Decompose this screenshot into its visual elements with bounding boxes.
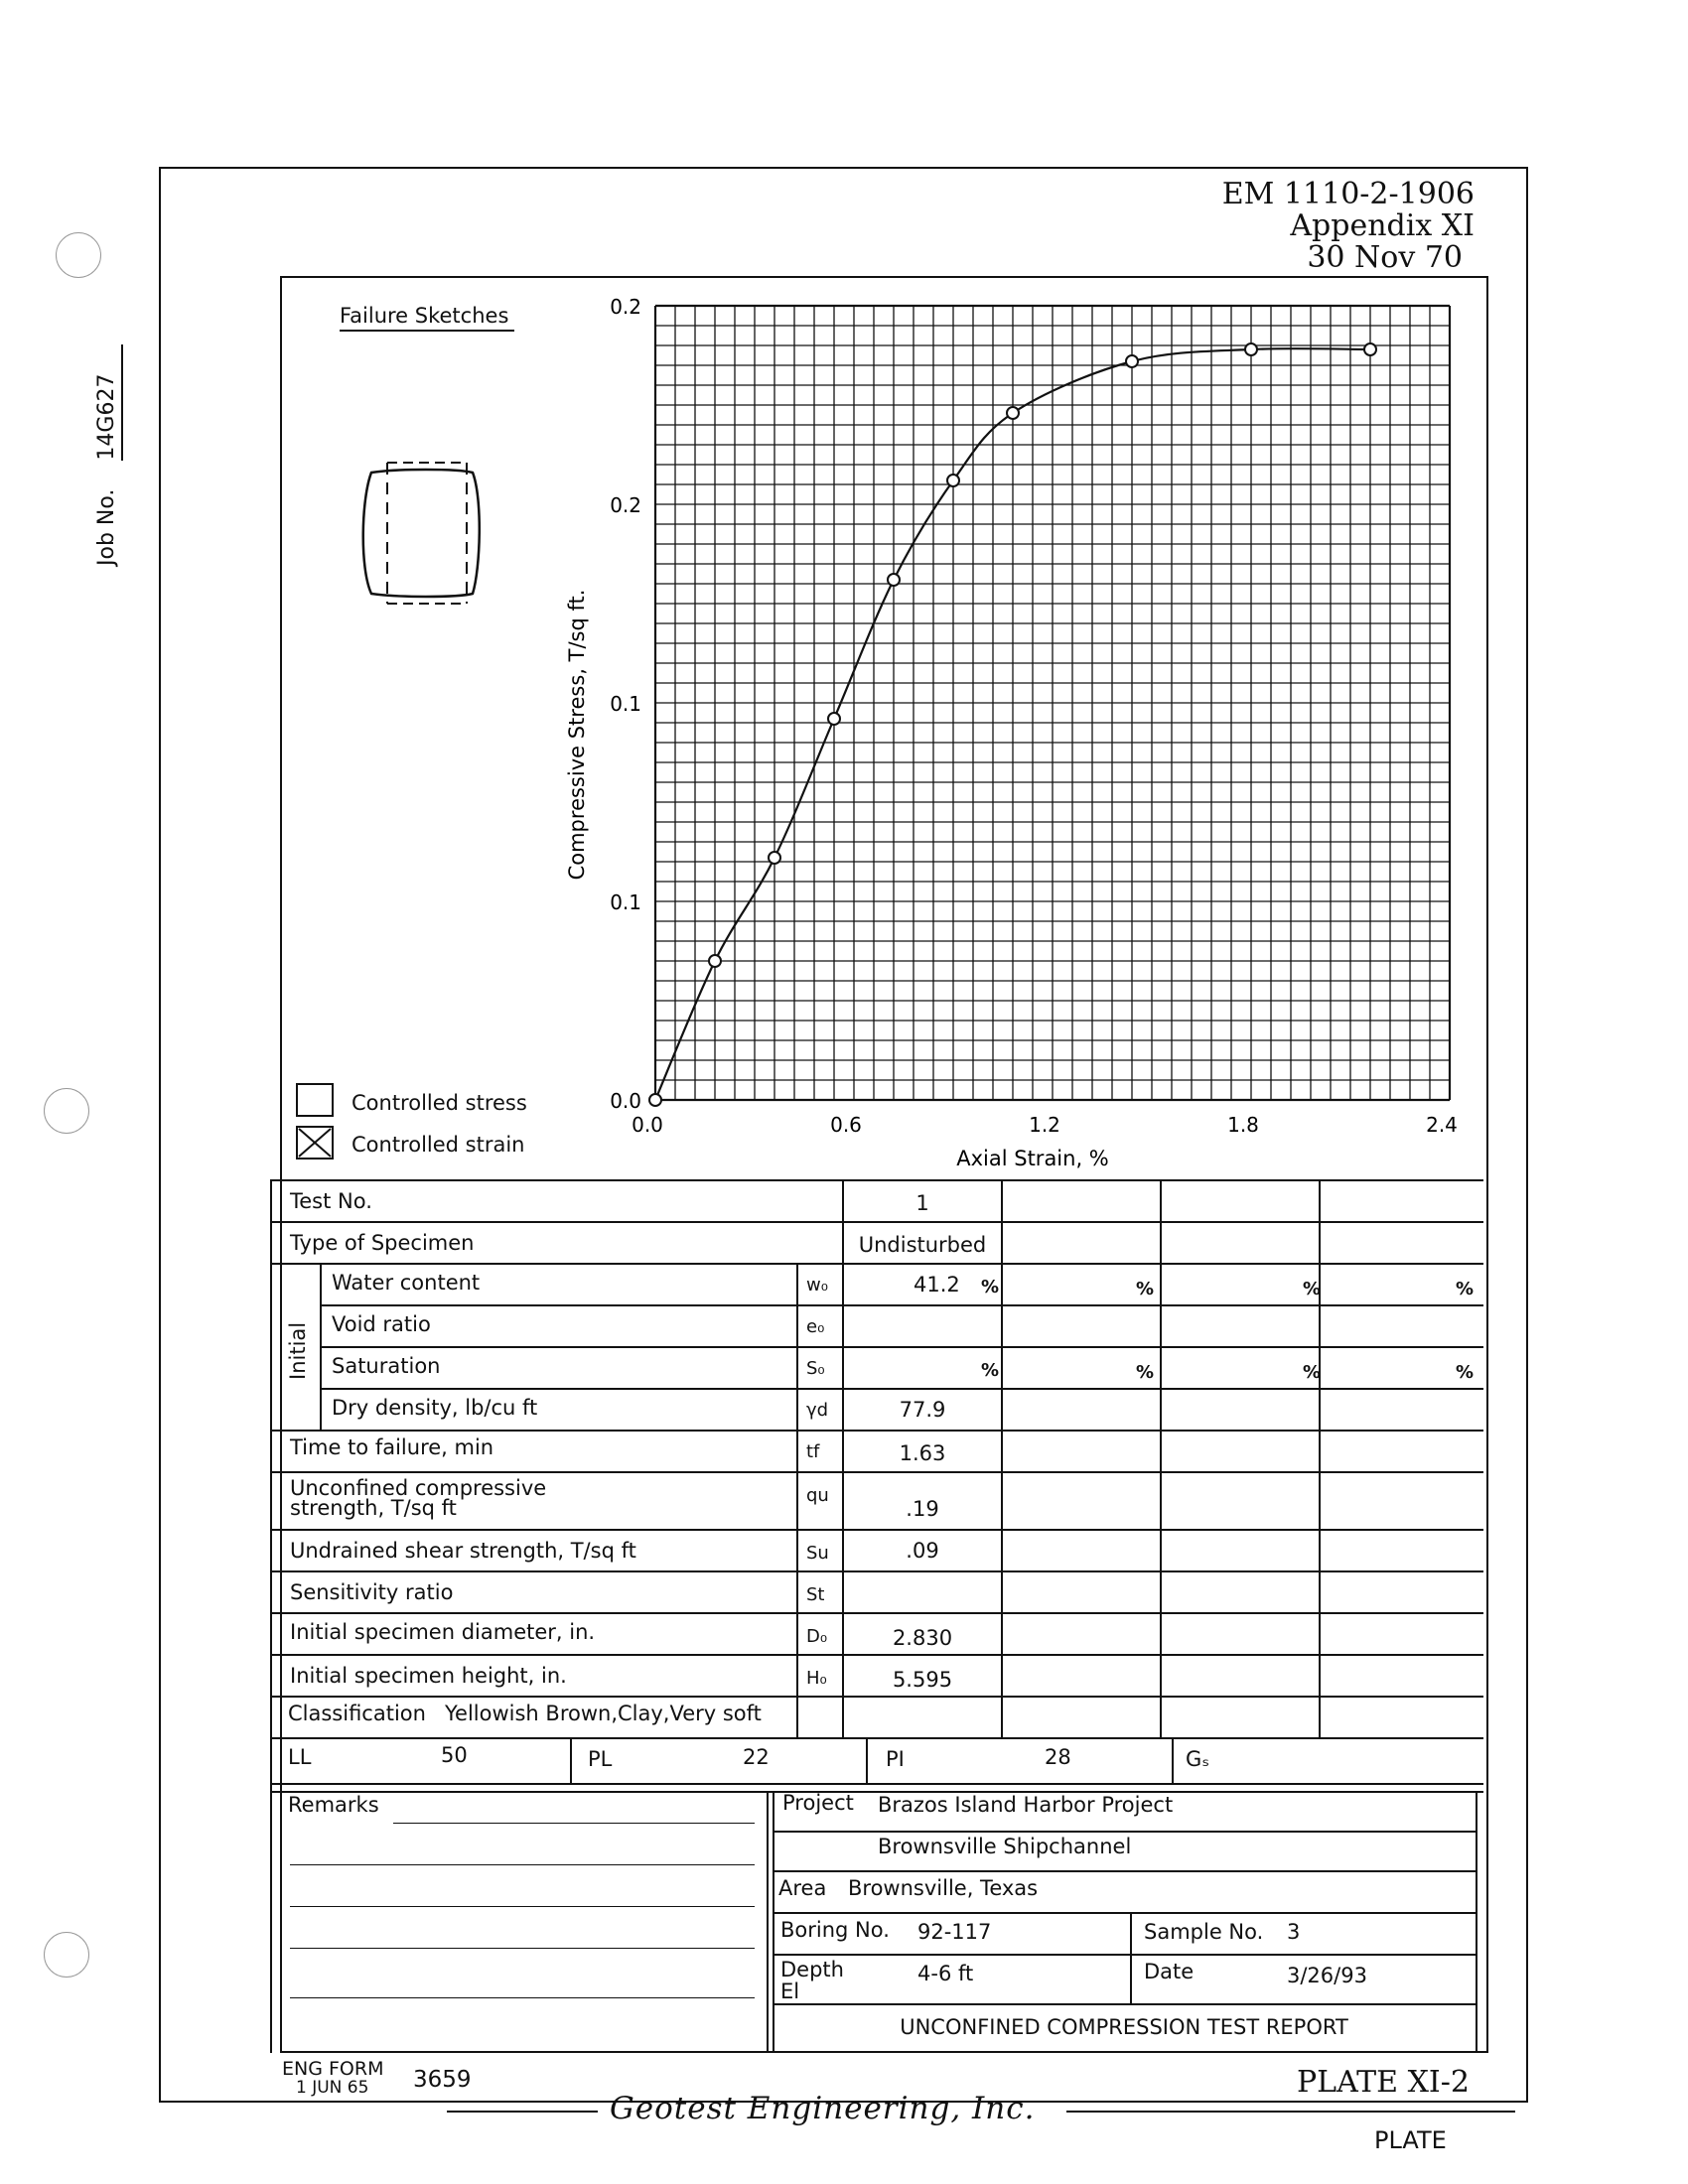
- sample-label: Sample No.: [1144, 1920, 1264, 1944]
- undrained-shear-symbol: Su: [806, 1543, 829, 1564]
- specimen-diameter-value-1: 2.830: [892, 1626, 953, 1650]
- job-value: 14G627: [94, 344, 123, 461]
- specimen-height-label: Initial specimen height, in.: [290, 1664, 567, 1688]
- boring-label: Boring No.: [780, 1918, 890, 1942]
- date-value: 3/26/93: [1287, 1964, 1367, 1987]
- data-point: [1245, 343, 1257, 355]
- job-label: Job No.: [94, 488, 119, 566]
- data-point: [888, 574, 900, 586]
- project-line-1: Brazos Island Harbor Project: [878, 1793, 1174, 1817]
- date-label: Date: [1144, 1960, 1195, 1983]
- pct-water-3: %: [1303, 1279, 1322, 1299]
- pct-sat-3: %: [1303, 1362, 1322, 1383]
- unconfined-strength-label-2: strength, T/sq ft: [290, 1496, 457, 1520]
- pct-sat-1: %: [981, 1360, 1000, 1381]
- classification-label: Classification: [288, 1702, 426, 1725]
- project-line-2: Brownsville Shipchannel: [878, 1835, 1132, 1858]
- void-ratio-label: Void ratio: [332, 1312, 431, 1336]
- type-of-specimen-value-1: Undisturbed: [858, 1233, 987, 1257]
- time-to-failure-value-1: 1.63: [899, 1441, 946, 1465]
- data-point: [709, 955, 721, 967]
- pct-sat-2: %: [1136, 1362, 1155, 1383]
- plate-number: PLATE XI-2: [1297, 2065, 1471, 2100]
- x-tick-label: 2.4: [1426, 1113, 1458, 1137]
- type-of-specimen-label: Type of Specimen: [290, 1231, 475, 1255]
- stress-strain-chart: [556, 288, 1470, 1181]
- ll-value: 50: [441, 1743, 468, 1767]
- dry-density-label: Dry density, lb/cu ft: [332, 1396, 538, 1420]
- data-point: [828, 713, 840, 725]
- time-to-failure-label: Time to failure, min: [290, 1435, 494, 1459]
- gs-label: Gₛ: [1186, 1747, 1210, 1771]
- dry-density-value-1: 77.9: [899, 1398, 946, 1422]
- binder-hole-middle: [44, 1088, 89, 1134]
- area-value: Brownsville, Texas: [848, 1876, 1039, 1900]
- eng-form-number: 3659: [413, 2067, 472, 2093]
- controlled-stress-label: Controlled stress: [352, 1091, 527, 1115]
- data-point: [1126, 355, 1138, 367]
- data-point: [769, 852, 780, 864]
- sensitivity-ratio-symbol: St: [806, 1584, 825, 1605]
- appendix-label: Appendix XI: [1290, 208, 1475, 243]
- sample-value: 3: [1287, 1920, 1301, 1944]
- specimen-height-value-1: 5.595: [892, 1668, 953, 1692]
- project-label: Project: [782, 1791, 854, 1815]
- x-tick-label: 0.6: [830, 1113, 862, 1137]
- document-header: [1222, 179, 1475, 274]
- el-label: El: [780, 1979, 800, 2003]
- doc-number: EM 1110-2-1906: [1221, 177, 1475, 211]
- data-point: [947, 475, 959, 486]
- job-number-block: [94, 169, 124, 566]
- pi-value: 28: [1045, 1745, 1071, 1769]
- specimen-height-symbol: H₀: [806, 1668, 827, 1689]
- water-content-label: Water content: [332, 1271, 481, 1295]
- remarks-label: Remarks: [288, 1793, 379, 1817]
- saturation-symbol: S₀: [806, 1358, 825, 1379]
- boring-value: 92-117: [917, 1920, 992, 1944]
- unconfined-strength-value-1: .19: [906, 1497, 939, 1521]
- depth-value: 4-6 ft: [917, 1962, 974, 1985]
- x-axis-label: Axial Strain, %: [956, 1147, 1109, 1170]
- x-tick-label: 1.2: [1029, 1113, 1060, 1137]
- failure-sketches-label: Failure Sketches: [340, 304, 514, 332]
- undrained-shear-label: Undrained shear strength, T/sq ft: [290, 1539, 636, 1563]
- report-title: UNCONFINED COMPRESSION TEST REPORT: [900, 2015, 1348, 2039]
- pct-water-2: %: [1136, 1279, 1155, 1299]
- controlled-strain-checkbox: [296, 1126, 334, 1160]
- x-tick-label: 0.0: [632, 1113, 663, 1137]
- ll-label: LL: [288, 1745, 312, 1769]
- y-tick-label: 0.2: [610, 493, 641, 517]
- test-no-label: Test No.: [290, 1189, 372, 1213]
- data-point: [1364, 343, 1376, 355]
- y-tick-label: 0.0: [610, 1089, 641, 1113]
- water-content-symbol: w₀: [806, 1275, 828, 1296]
- binder-hole-bottom: [44, 1932, 89, 1978]
- failure-sketch: [357, 459, 487, 608]
- controlled-strain-label: Controlled strain: [352, 1133, 525, 1157]
- y-axis-label: Compressive Stress, T/sq ft.: [565, 589, 589, 881]
- pl-value: 22: [743, 1745, 770, 1769]
- area-label: Area: [778, 1876, 827, 1900]
- y-tick-label: 0.1: [610, 890, 641, 914]
- pl-label: PL: [588, 1747, 613, 1771]
- undrained-shear-value-1: .09: [906, 1539, 939, 1563]
- plate-label: PLATE: [1374, 2126, 1447, 2154]
- eng-form-date: 1 JUN 65: [296, 2078, 369, 2098]
- data-point: [1007, 407, 1019, 419]
- chart-grid: [655, 306, 1450, 1100]
- eng-form-label: ENG FORM: [282, 2058, 384, 2080]
- dry-density-symbol: γd: [806, 1400, 829, 1421]
- saturation-label: Saturation: [332, 1354, 441, 1378]
- controlled-stress-checkbox: [296, 1083, 334, 1117]
- void-ratio-symbol: e₀: [806, 1316, 825, 1337]
- water-content-value-1: 41.2: [914, 1273, 960, 1297]
- pct-water-4: %: [1456, 1279, 1475, 1299]
- test-no-value-1: 1: [915, 1191, 929, 1215]
- pi-label: PI: [886, 1747, 905, 1771]
- pct-sat-4: %: [1456, 1362, 1475, 1383]
- unconfined-strength-label: Unconfined compressive: [290, 1476, 547, 1500]
- doc-date: 30 Nov 70: [1307, 240, 1463, 275]
- y-tick-label: 0.2: [610, 295, 641, 319]
- specimen-diameter-label: Initial specimen diameter, in.: [290, 1620, 596, 1644]
- check-x-icon: [298, 1128, 332, 1158]
- x-tick-label: 1.8: [1227, 1113, 1259, 1137]
- sensitivity-ratio-label: Sensitivity ratio: [290, 1580, 454, 1604]
- company-name: Geotest Engineering, Inc.: [610, 2091, 1036, 2126]
- initial-label: Initial: [286, 1321, 310, 1380]
- classification-value: Yellowish Brown,Clay,Very soft: [445, 1702, 762, 1725]
- depth-label: Depth: [780, 1958, 844, 1981]
- pct-water-1: %: [981, 1277, 1000, 1297]
- data-point: [649, 1094, 661, 1106]
- y-tick-label: 0.1: [610, 692, 641, 716]
- specimen-diameter-symbol: D₀: [806, 1626, 828, 1647]
- unconfined-strength-symbol: qu: [806, 1485, 829, 1506]
- time-to-failure-symbol: tf: [806, 1441, 820, 1462]
